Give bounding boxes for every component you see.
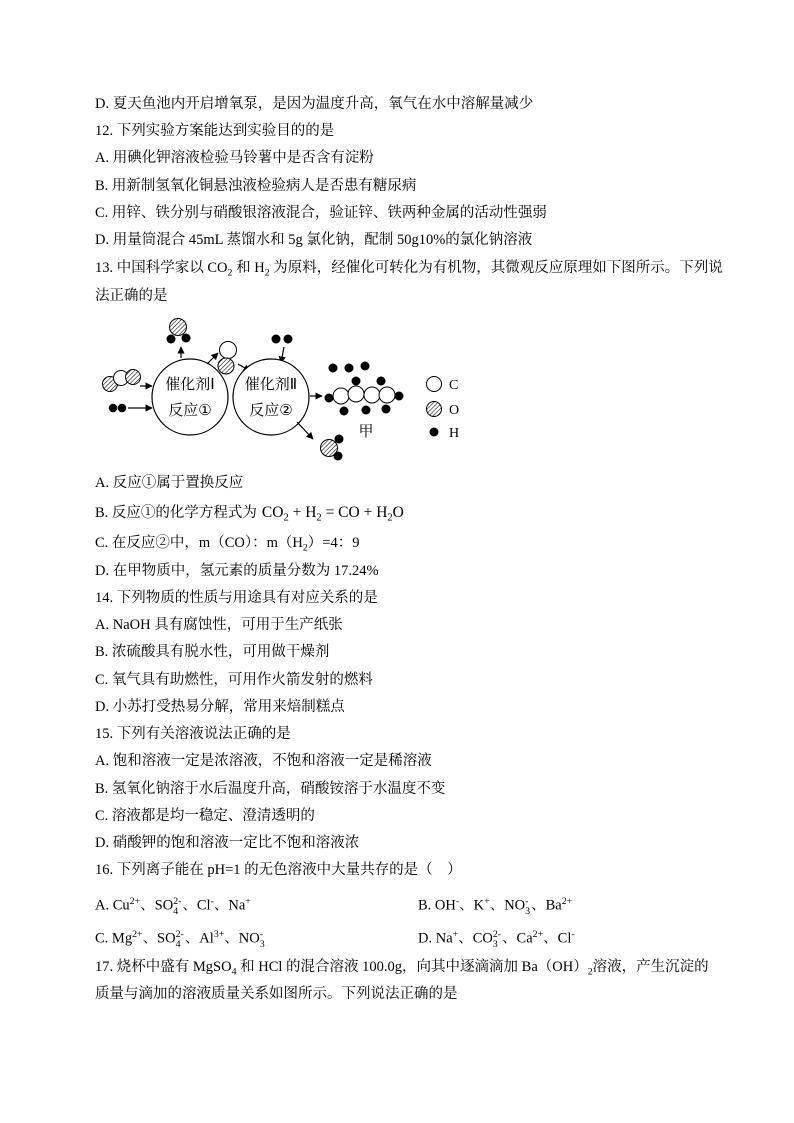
option-text: 、CO	[458, 930, 493, 947]
option-text: B. OH	[418, 897, 456, 914]
q12-stem: 12. 下列实验方案能达到实验目的的是	[95, 123, 335, 139]
subscript: 2	[227, 267, 233, 279]
subscript: 2	[302, 542, 308, 554]
subscript: 3	[259, 938, 265, 950]
hydrogen-atom	[377, 377, 386, 386]
ion-charge: 2-	[492, 929, 502, 940]
option-text: A. Cu	[95, 897, 130, 914]
q13-option-c	[95, 533, 359, 558]
q14-option-b: B. 浓硫酸具有脱水性，可用做干燥剂	[95, 644, 330, 660]
hydrogen-atom	[272, 335, 281, 344]
option-text: D. Na	[418, 930, 453, 947]
subscript: 2	[587, 966, 593, 978]
ion-charge: -	[455, 896, 460, 907]
oxygen-atom	[126, 370, 141, 385]
q14-stem: 14. 下列物质的性质与用途具有对应关系的是	[95, 590, 378, 606]
stem-text: 17. 烧杯中盛有 MgSO	[95, 959, 232, 975]
equation-part: CO	[261, 504, 284, 521]
legend-hydrogen-label: H	[449, 426, 460, 441]
product-label: 甲	[358, 422, 374, 440]
carbon-atom	[348, 386, 364, 402]
q15-stem: 15. 下列有关溶液说法正确的是	[95, 726, 291, 742]
q12-option-a: A. 用碘化钾溶液检验马铃薯中是否含有淀粉	[95, 150, 374, 166]
hydrogen-atom	[329, 364, 338, 373]
ion-charge-stack	[493, 930, 501, 950]
ion-charge-stack	[260, 930, 265, 950]
arrow-h2o-out-2	[297, 422, 313, 439]
ion-charge: 2-	[173, 896, 182, 907]
option-text: ）=4：9	[307, 535, 360, 551]
q15-option-d: D. 硝酸钾的饱和溶液一定比不饱和溶液浓	[95, 835, 360, 851]
subscript: 2	[283, 512, 289, 524]
option-text: 、Cl	[543, 930, 572, 947]
ion-charge: 2+	[129, 896, 141, 907]
reaction-1-label: 反应①	[168, 401, 212, 419]
carbon-atom	[220, 342, 237, 359]
h2-input-molecule	[109, 404, 127, 413]
option-text: 、Cl	[182, 897, 211, 914]
equation-part: O	[392, 504, 404, 521]
reactor-1	[152, 359, 228, 435]
q16-option-b	[418, 892, 572, 917]
subscript: 4	[173, 905, 179, 917]
reactor-2	[233, 359, 309, 435]
subscript: 2	[264, 267, 270, 279]
subscript: 4	[231, 966, 237, 978]
legend-carbon-swatch	[427, 377, 442, 392]
reactor-1-circle	[152, 359, 228, 435]
ion-charge: -	[210, 896, 214, 907]
reaction-2-label: 反应②	[249, 401, 293, 419]
ion-charge: -	[259, 929, 264, 940]
q14-option-c: C. 氧气具有助燃性，可用作火箭发射的燃料	[95, 672, 373, 688]
hydrogen-atom	[362, 406, 371, 415]
product-molecule	[325, 362, 404, 416]
ion-charge: +	[452, 929, 459, 940]
option-text: 、NO	[489, 897, 526, 914]
q11-option-d: D. 夏天鱼池内开启增氧泵，是因为温度升高，氧气在水中溶解量减少	[95, 96, 534, 112]
option-text: 、Al	[184, 930, 214, 947]
q12-option-b: B. 用新制氢氧化铜悬浊液检验病人是否患有糖尿病	[95, 178, 417, 194]
subscript: 3	[525, 905, 531, 917]
carbon-atom	[364, 387, 380, 403]
ion-charge-stack	[176, 930, 184, 950]
option-text: C. 在反应②中，m（CO）：m（H	[95, 535, 303, 551]
q16-option-a	[95, 892, 251, 917]
hydrogen-atom	[335, 435, 344, 444]
ion-charge-stack	[173, 897, 181, 917]
q15-option-a: A. 饱和溶液一定是浓溶液，不饱和溶液一定是稀溶液	[95, 753, 432, 769]
chemical-equation	[261, 504, 404, 524]
ion-charge: 2+	[132, 929, 143, 940]
ion-charge: +	[484, 896, 490, 907]
ion-charge: +	[245, 896, 251, 907]
q14-option-a: A. NaOH 具有腐蚀性，可用于生产纸张	[95, 617, 343, 633]
ion-charge: -	[525, 896, 529, 907]
stem-text: 和 H	[232, 260, 265, 276]
q12-option-d: D. 用量筒混合 45mL 蒸馏水和 5g 氯化钠，配制 50g10%的氯化钠溶液	[95, 232, 533, 248]
co2-input-molecule	[103, 370, 141, 392]
stem-text: 溶液，产生沉淀的	[592, 959, 709, 975]
equation-part: = CO + H	[321, 504, 388, 521]
subscript: 2	[316, 512, 322, 524]
ion-charge: 3+	[213, 929, 225, 940]
stem-text: 为原料，经催化可转化为有机物，其微观反应原理如下图所示。下列说	[269, 260, 723, 276]
q15-option-b: B. 氢氧化钠溶于水后温度升高，硝酸铵溶于水温度不变	[95, 781, 446, 797]
q16-option-c	[95, 925, 266, 950]
option-text: 、Ba	[531, 897, 562, 914]
option-text: 、K	[459, 897, 485, 914]
catalyst-1-label: 催化剂Ⅰ	[165, 375, 215, 393]
legend-carbon-label: C	[449, 378, 459, 393]
subscript: 3	[492, 938, 498, 950]
q17-stem-line1	[95, 957, 709, 982]
hydrogen-atom	[382, 405, 391, 414]
option-text: 、SO	[140, 897, 174, 914]
carbon-atom	[379, 387, 395, 403]
option-text: 、Na	[213, 897, 246, 914]
oxygen-atom	[170, 319, 187, 336]
hydrogen-atom	[340, 407, 349, 416]
subscript: 2	[387, 512, 393, 524]
q16-option-d	[418, 925, 575, 950]
option-text: 、SO	[142, 930, 176, 947]
hydrogen-atom	[182, 334, 191, 343]
q17-stem-line2: 质量与滴加的溶液质量关系如图所示。下列说法正确的是	[95, 986, 458, 1002]
stem-text: 和 HCl 的混合溶液 100.0g，向其中逐滴滴加 Ba（OH）	[236, 959, 588, 975]
ion-charge: 2+	[532, 929, 544, 940]
hydrogen-atom	[167, 335, 176, 344]
legend-oxygen-swatch	[427, 402, 442, 417]
hydrogen-atom	[325, 394, 334, 403]
q12-option-c: C. 用锌、铁分别与硝酸银溶液混合，验证锌、铁两种金属的活动性强弱	[95, 205, 547, 221]
reactor-2-circle	[233, 359, 309, 435]
option-text: C. Mg	[95, 930, 133, 947]
h2o-molecule-top	[167, 319, 191, 344]
ion-charge: -	[571, 929, 575, 940]
ion-charge: 2+	[561, 896, 573, 907]
equation-part: + H	[288, 504, 317, 521]
h2o-molecule-bottom	[321, 435, 344, 461]
hydrogen-atom	[345, 364, 354, 373]
hydrogen-atom	[334, 452, 343, 461]
q13-option-d: D. 在甲物质中，氢元素的质量分数为 17.24%	[95, 563, 379, 579]
co-intermediate-molecule	[218, 342, 237, 375]
option-text: 、Ca	[502, 930, 533, 947]
q13-option-a: A. 反应①属于置换反应	[95, 475, 244, 491]
q15-option-c: C. 溶液都是均一稳定、澄清透明的	[95, 808, 315, 824]
ion-charge-stack	[525, 897, 530, 917]
reaction-mechanism-diagram	[90, 310, 480, 470]
carbon-atom	[333, 388, 349, 404]
q16-stem: 16. 下列离子能在 pH=1 的无色溶液中大量共存的是（ ）	[95, 862, 462, 878]
subscript: 4	[175, 938, 181, 950]
q14-option-d: D. 小苏打受热易分解，常用来焙制糕点	[95, 699, 345, 715]
hydrogen-atom	[361, 362, 370, 371]
hydrogen-atom	[109, 404, 118, 413]
q13-stem-line1	[95, 258, 723, 283]
stem-text: 13. 中国科学家以 CO	[95, 260, 228, 276]
option-text: 、NO	[224, 930, 260, 947]
legend-hydrogen-swatch	[430, 428, 439, 437]
hydrogen-atom	[395, 392, 404, 401]
q13-option-b	[95, 503, 404, 529]
hydrogen-atom	[352, 377, 361, 386]
oxygen-atom	[218, 358, 234, 374]
q13-stem-line2: 法正确的是	[95, 288, 168, 304]
arrow-co-out	[207, 353, 218, 364]
legend-oxygen-label: O	[449, 403, 460, 418]
ion-charge: 2-	[175, 929, 184, 940]
hydrogen-atom	[284, 335, 293, 344]
hydrogen-atom	[118, 404, 127, 413]
catalyst-2-label: 催化剂Ⅱ	[244, 375, 298, 393]
legend	[427, 377, 460, 442]
h2-input-molecule-2	[272, 335, 293, 344]
option-text: B. 反应①的化学方程式为	[95, 505, 257, 521]
